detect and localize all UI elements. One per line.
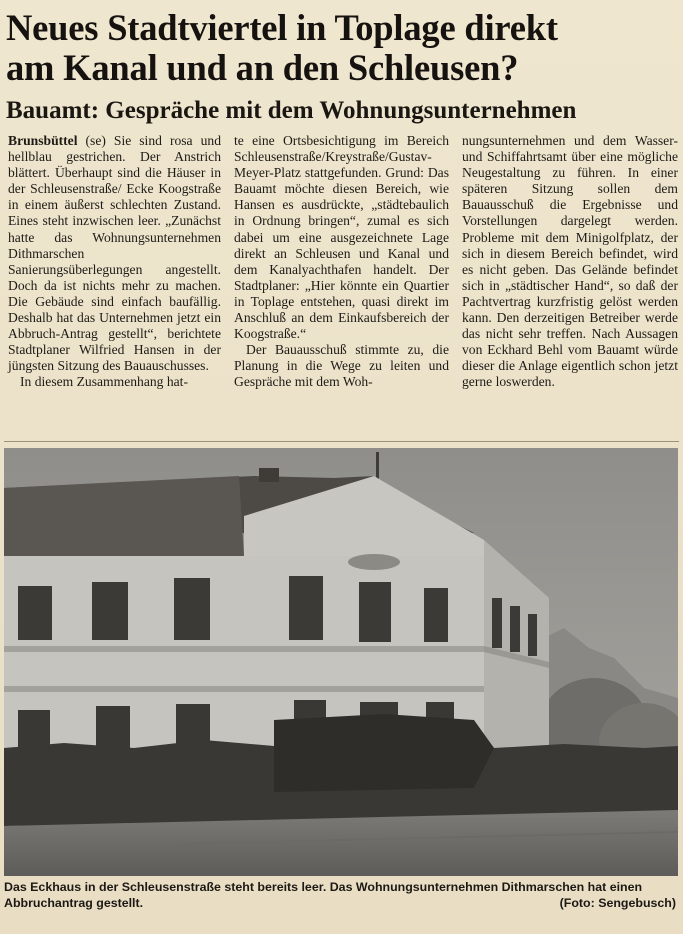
paragraph: Der Bauausschuß stimmte zu, die Planung in die Wege zu leiten und Gespräche mit dem Woh- bbox=[234, 342, 449, 390]
paragraph: In diesem Zusammenhang hat- bbox=[20, 374, 188, 390]
article-column-2 bbox=[234, 133, 449, 391]
headline-line-2: am Kanal und an den Schleusen? bbox=[6, 47, 519, 88]
article-column-1 bbox=[8, 133, 221, 391]
divider bbox=[4, 441, 679, 442]
subheadline: Bauamt: Gespräche mit dem Wohnungsunternehmen bbox=[6, 97, 577, 124]
dateline: Brunsbüttel bbox=[8, 133, 78, 148]
photo-credit: (Foto: Sengebusch) bbox=[559, 896, 676, 910]
paragraph-text: (se) Sie sind rosa und hellblau gestrichen. Der Anstrich blättert. Überhaupt sind die Häuser in der Schleusenstraße/ Ecke Koogstraße in einem äußerst schlechten Zustand. Eines steht inzwischen leer. „Zunächst hatte das Wohnungsunternehmen Dithmarschen Sanierungsüberlegungen angestellt. Doch da ist nichts mehr zu machen. Die Gebäude sind einfach baufällig. Deshalb hat das Unternehmen jetzt ein Abbruch-Antrag gestellt“, berichtete Stadtplaner Wilfried Hansen in der jüngsten Sitzung des Bauauschusses. bbox=[8, 133, 221, 374]
photo-corner-house bbox=[4, 448, 678, 876]
paragraph bbox=[8, 133, 221, 374]
paragraph: te eine Ortsbesichtigung im Bereich Schleusenstraße/Kreystraße/Gustav-Meyer-Platz stattgefunden. Grund: Das Bauamt möchte diesen Bereich, wie Hansen es ausdrückte, „städtebaulich in Ordnung bringen“, zumal es sich dabei um eine ausgezeichnete Lage direkt an Schleusen und Kanal und dem Kanalyachthafen handelt. Der Stadtplaner: „Hier könnte ein Quartier in Toplage entstehen, quasi direkt im Anschluß an dem Einkaufsbereich der Koogstraße.“ bbox=[234, 133, 449, 342]
news-photo bbox=[4, 448, 678, 876]
caption-text: Das Eckhaus in der Schleusenstraße steht bereits leer. Das Wohnungsunternehmen Dithmarschen hat einen Abbruchantrag gestellt. bbox=[4, 880, 643, 910]
headline bbox=[6, 8, 678, 88]
article-column-3 bbox=[462, 133, 678, 391]
photo-caption bbox=[4, 879, 680, 911]
headline-line-1: Neues Stadtviertel in Toplage direkt bbox=[6, 7, 558, 48]
paragraph: nungsunternehmen und dem Wasser- und Schiffahrtsamt über eine mögliche Neugestaltung zu führen. In einer späteren Sitzung sollen dem Bauausschuß die Ergebnisse und Vorstellungen dargelegt werden. Probleme mit dem Minigolfplatz, der sich in diesem Bereich befindet, wird es nicht geben. Das Gelände befindet sich in „städtischer Hand“, so daß der Pachtvertrag kurzfristig gelöst werden kann. Den derzeitigen Betreiber werde das nicht sehr treffen. Nach Aussagen von Eckhard Behl vom Bauamt würde dieser die Anlage eigentlich schon jetzt gerne loswerden. bbox=[462, 133, 678, 390]
